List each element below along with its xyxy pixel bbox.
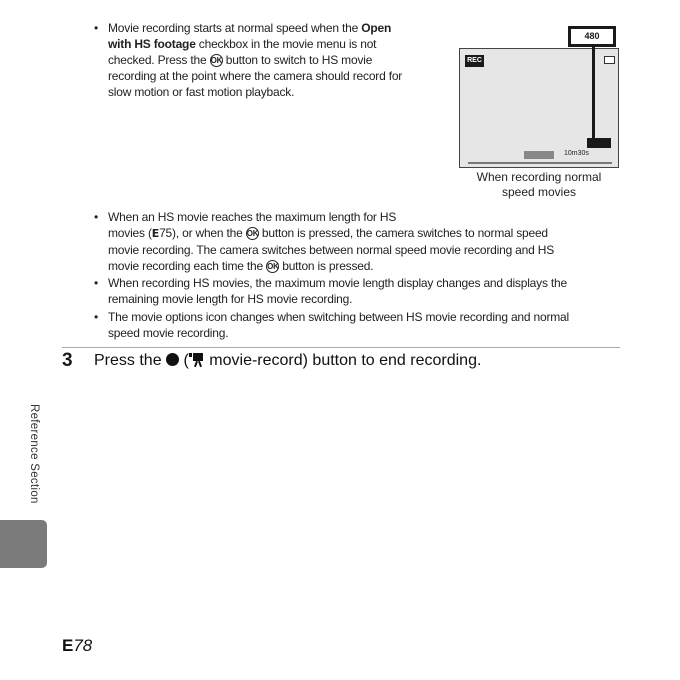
text-line: recording at the point where the camera should record for: [108, 69, 403, 83]
progress-track: [468, 162, 612, 164]
bullet-dot: •: [94, 21, 99, 35]
callout-line: [592, 44, 595, 139]
screen-caption: [458, 170, 620, 200]
open-paren: (: [183, 352, 189, 369]
page-number-value: 78: [73, 636, 93, 655]
text-line: When recording HS movies, the maximum movie length display changes and displays the: [108, 276, 567, 290]
movie-options-icon: [587, 138, 611, 148]
section-tab: [0, 520, 47, 568]
hs-mode-icon: 480: [570, 28, 614, 45]
bullet-lines: [108, 20, 448, 100]
ok-button-icon: OK: [267, 262, 279, 271]
step-instruction: [94, 352, 481, 370]
text-line: with HS footage checkbox in the movie menu is not: [108, 37, 377, 51]
record-button-icon: [166, 353, 179, 366]
ok-button-icon: OK: [210, 56, 223, 65]
section-divider: [62, 347, 620, 348]
step-text-before: Press the: [94, 352, 162, 369]
bullet-open-with-hs: [94, 20, 448, 100]
ok-button-icon: OK: [246, 229, 259, 238]
text-line: The movie options icon changes when switching between HS movie recording and normal: [108, 310, 569, 324]
text-line: movie recording. The camera switches between normal speed movie recording and HS: [108, 243, 555, 257]
text-line: slow motion or fast motion playback.: [108, 85, 295, 99]
reference-icon: E: [151, 227, 160, 240]
rec-indicator: REC: [465, 55, 484, 67]
caption-line-1: When recording normal: [476, 170, 602, 184]
remaining-time: 10m30s: [564, 150, 589, 157]
text-line: remaining movie length for HS movie recording.: [108, 292, 353, 306]
bullet-options-icon: [94, 309, 628, 341]
text-line: Movie recording starts at normal speed when the Open: [108, 21, 392, 35]
text-line: When an HS movie reaches the maximum length for HS: [108, 210, 397, 224]
movie-camera-icon: [189, 353, 205, 367]
step-text-after: movie-record) button to end recording.: [209, 352, 482, 369]
battery-icon: [604, 56, 615, 64]
text-line: speed movie recording.: [108, 326, 229, 340]
text-line: movie recording each time the OK button is pressed.: [108, 259, 374, 273]
text-line: movies (E75), or when the OK button is pressed, the camera switches to normal speed: [108, 226, 548, 240]
bullet-lines: [108, 275, 628, 307]
text-line: checked. Press the OK button to switch to HS movie: [108, 53, 373, 67]
page-number: [62, 636, 92, 656]
bold-term: with HS footage: [108, 37, 196, 51]
bullet-lines: [108, 209, 628, 274]
section-label: Reference Section: [28, 404, 40, 504]
bullet-hs-max-length: [94, 209, 628, 274]
bullet-length-display: [94, 275, 628, 307]
bullet-dot: •: [94, 310, 99, 324]
bold-term: Open: [361, 21, 392, 35]
bullet-dot: •: [94, 276, 99, 290]
step-number: 3: [62, 350, 73, 371]
reference-icon: E: [62, 636, 74, 655]
camera-screen-illustration: [459, 31, 619, 168]
elapsed-bar: [524, 151, 554, 159]
bullet-lines: [108, 309, 628, 341]
bullet-dot: •: [94, 210, 99, 224]
caption-line-2: speed movies: [501, 185, 577, 199]
